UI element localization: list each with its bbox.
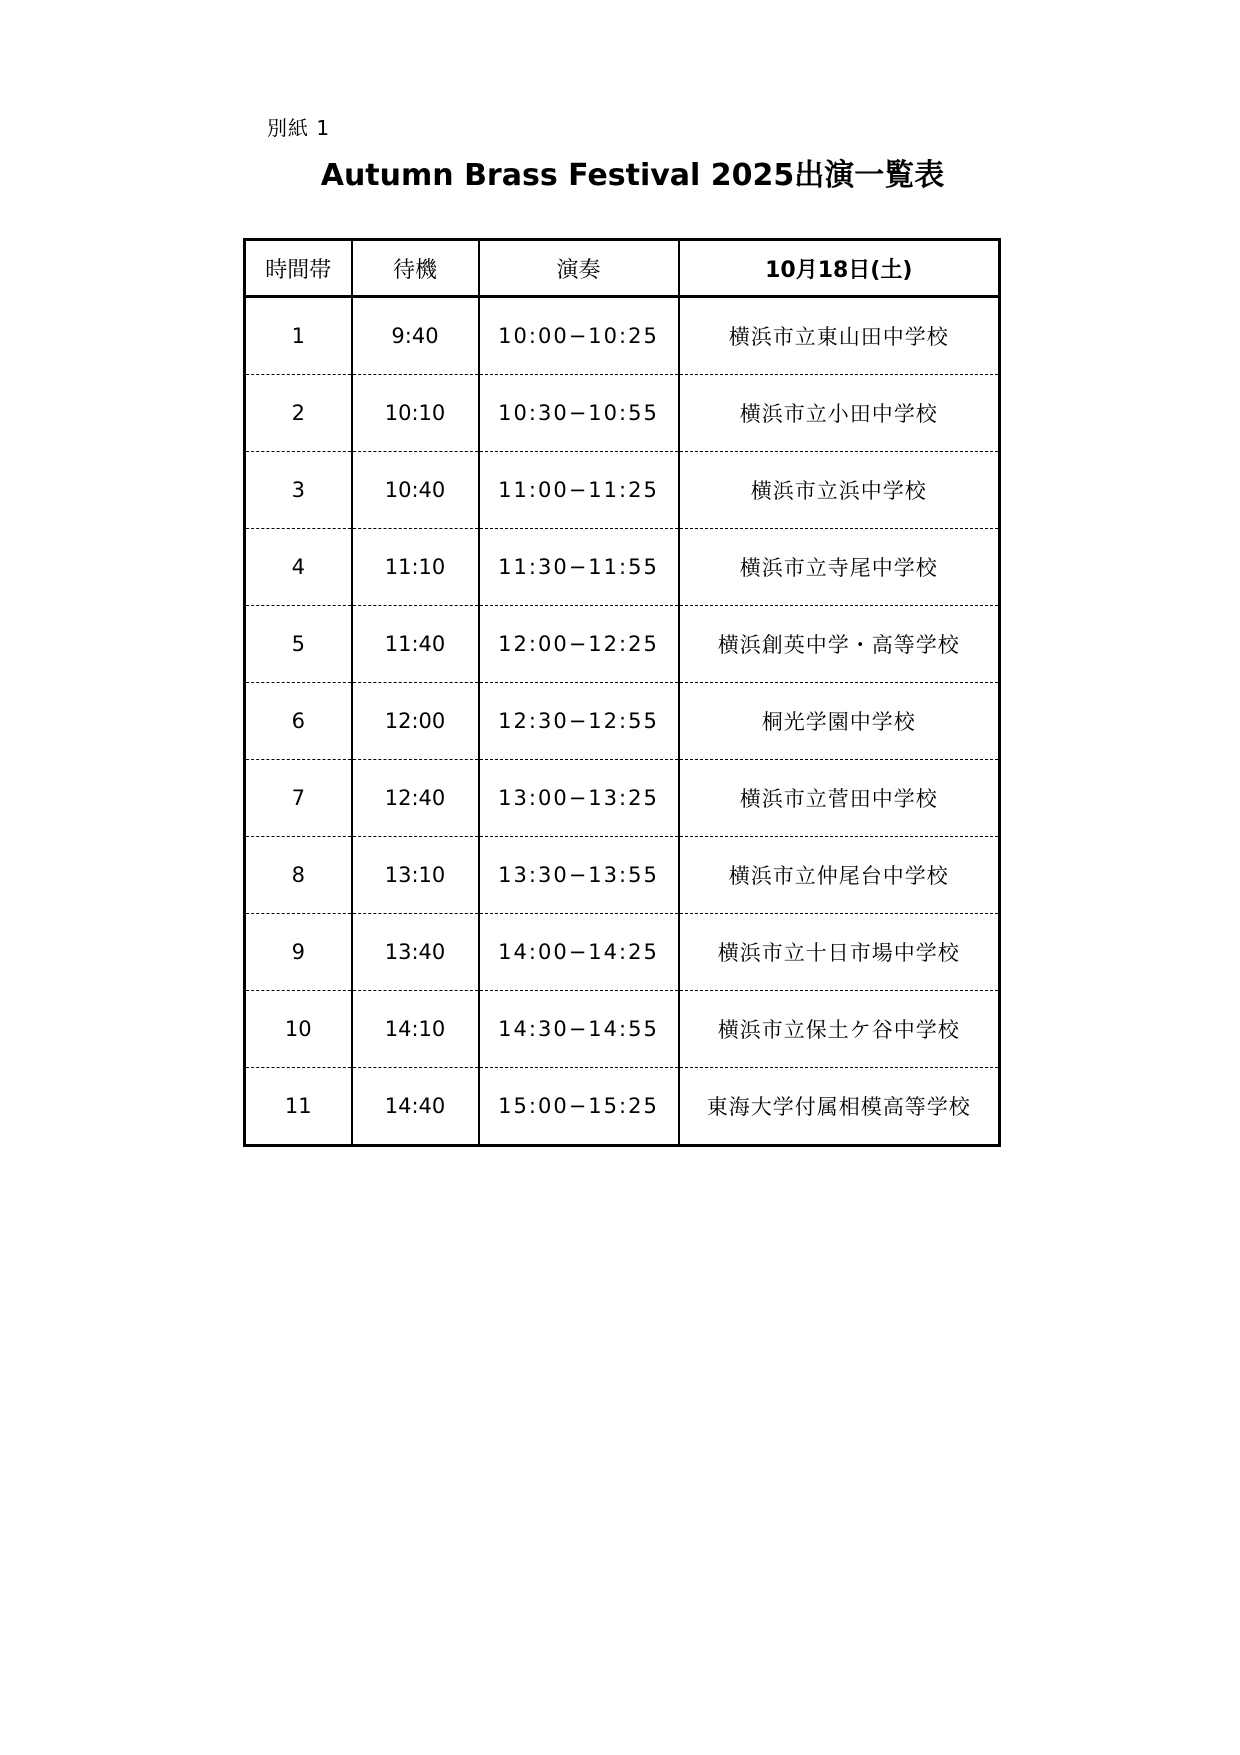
school-cell: 横浜市立小田中学校 <box>679 375 1000 452</box>
standby-cell: 9:40 <box>352 297 479 375</box>
header-performance: 演奏 <box>479 240 679 297</box>
performance-cell: 14:30−14:55 <box>479 991 679 1068</box>
table-header-row <box>245 240 1000 297</box>
performance-cell: 13:30−13:55 <box>479 837 679 914</box>
table-row <box>245 375 1000 452</box>
standby-cell: 13:40 <box>352 914 479 991</box>
standby-cell: 12:40 <box>352 760 479 837</box>
slot-cell: 9 <box>245 914 352 991</box>
slot-cell: 10 <box>245 991 352 1068</box>
slot-cell: 6 <box>245 683 352 760</box>
performance-cell: 13:00−13:25 <box>479 760 679 837</box>
table-row <box>245 297 1000 375</box>
school-cell: 横浜創英中学・高等学校 <box>679 606 1000 683</box>
header-date: 10月18日(土) <box>679 240 1000 297</box>
standby-cell: 10:40 <box>352 452 479 529</box>
standby-cell: 11:40 <box>352 606 479 683</box>
school-cell: 横浜市立寺尾中学校 <box>679 529 1000 606</box>
slot-cell: 1 <box>245 297 352 375</box>
school-cell: 東海大学付属相模高等学校 <box>679 1068 1000 1146</box>
slot-cell: 7 <box>245 760 352 837</box>
performance-cell: 10:00−10:25 <box>479 297 679 375</box>
standby-cell: 14:10 <box>352 991 479 1068</box>
table-row <box>245 837 1000 914</box>
slot-cell: 4 <box>245 529 352 606</box>
slot-cell: 3 <box>245 452 352 529</box>
standby-cell: 13:10 <box>352 837 479 914</box>
performance-cell: 12:30−12:55 <box>479 683 679 760</box>
school-cell: 横浜市立保土ケ谷中学校 <box>679 991 1000 1068</box>
document-title: Autumn Brass Festival 2025出演一覧表 <box>320 158 945 193</box>
table-row <box>245 760 1000 837</box>
slot-cell: 8 <box>245 837 352 914</box>
slot-cell: 2 <box>245 375 352 452</box>
table-row <box>245 1068 1000 1146</box>
standby-cell: 10:10 <box>352 375 479 452</box>
standby-cell: 12:00 <box>352 683 479 760</box>
table-row <box>245 914 1000 991</box>
header-time-slot: 時間帯 <box>245 240 352 297</box>
performance-cell: 12:00−12:25 <box>479 606 679 683</box>
table-row <box>245 683 1000 760</box>
slot-cell: 11 <box>245 1068 352 1146</box>
performance-cell: 11:00−11:25 <box>479 452 679 529</box>
performance-cell: 14:00−14:25 <box>479 914 679 991</box>
performance-cell: 10:30−10:55 <box>479 375 679 452</box>
school-cell: 横浜市立東山田中学校 <box>679 297 1000 375</box>
performance-cell: 15:00−15:25 <box>479 1068 679 1146</box>
table-row <box>245 452 1000 529</box>
school-cell: 桐光学園中学校 <box>679 683 1000 760</box>
standby-cell: 14:40 <box>352 1068 479 1146</box>
attachment-label: 別紙 1 <box>267 116 331 140</box>
table-row <box>245 529 1000 606</box>
header-standby: 待機 <box>352 240 479 297</box>
standby-cell: 11:10 <box>352 529 479 606</box>
school-cell: 横浜市立浜中学校 <box>679 452 1000 529</box>
school-cell: 横浜市立菅田中学校 <box>679 760 1000 837</box>
slot-cell: 5 <box>245 606 352 683</box>
performance-cell: 11:30−11:55 <box>479 529 679 606</box>
school-cell: 横浜市立十日市場中学校 <box>679 914 1000 991</box>
table-row <box>245 991 1000 1068</box>
school-cell: 横浜市立仲尾台中学校 <box>679 837 1000 914</box>
table-row <box>245 606 1000 683</box>
performance-schedule-table <box>243 238 1001 1147</box>
